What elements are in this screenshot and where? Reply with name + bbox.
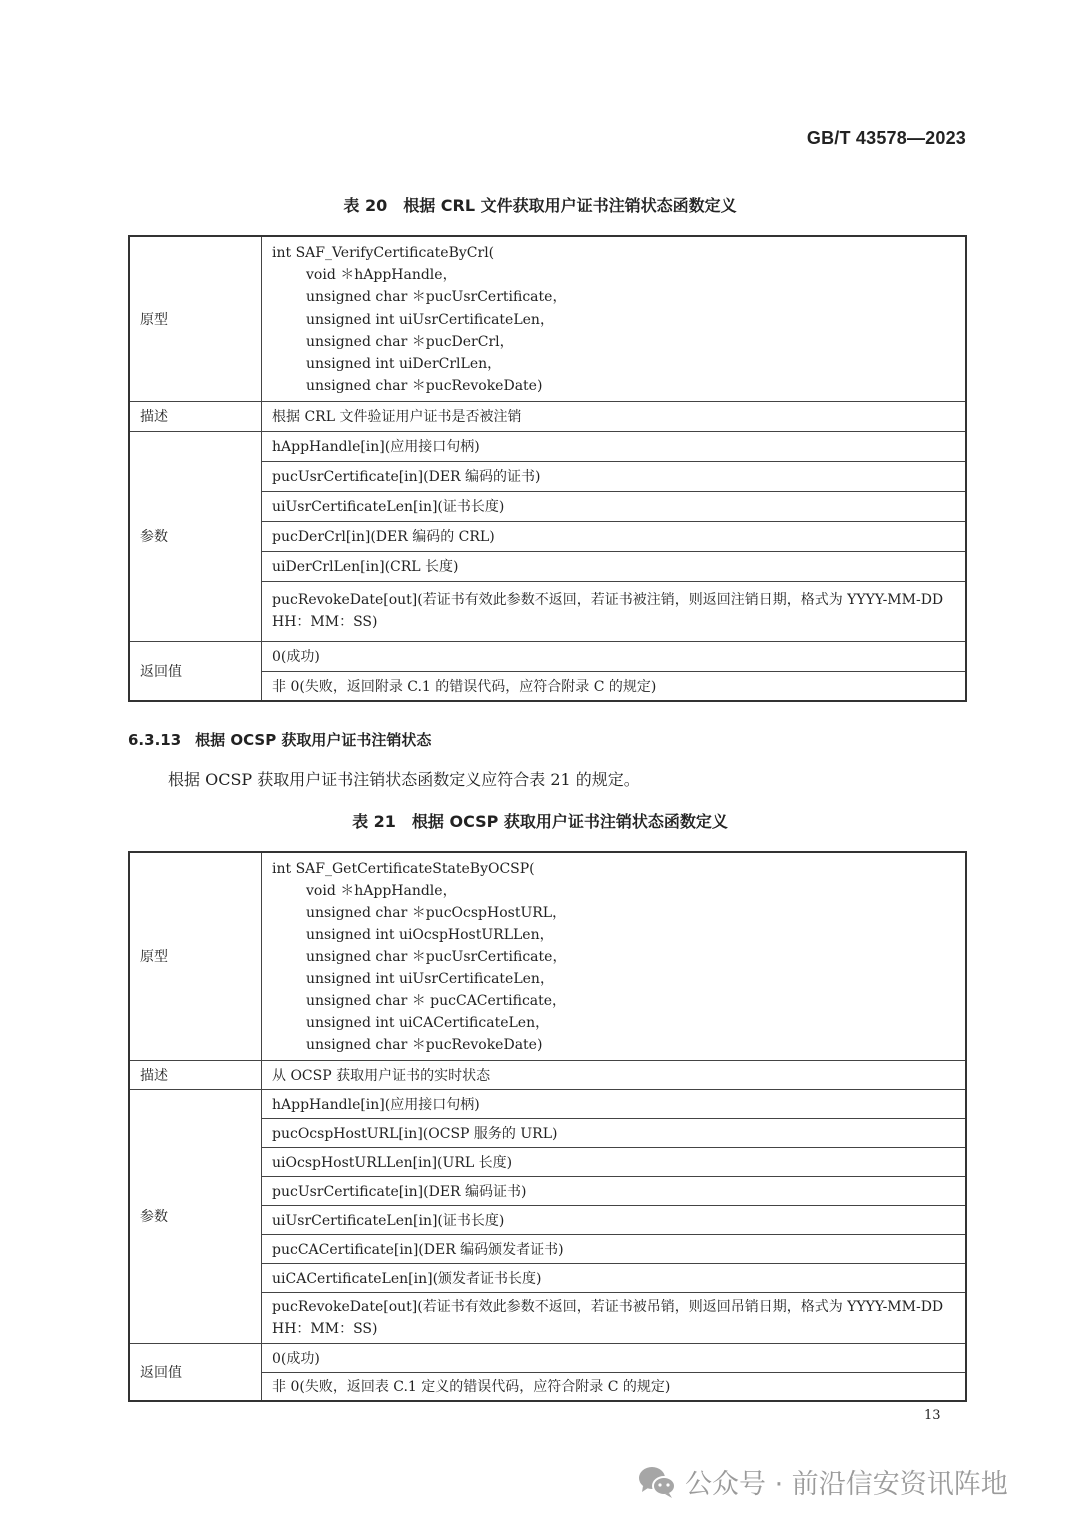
prototype-label: 原型 (129, 236, 262, 401)
table21-caption: 表 21 根据 OCSP 获取用户证书注销状态函数定义 (352, 812, 728, 831)
prototype-line: unsigned int uiDerCrlLen， (306, 356, 502, 373)
table21 (128, 851, 967, 1402)
param-cell: pucRevokeDate[out](若证书有效此参数不返回，若证书被吊销，则返回吊销日期，格式为 YYYY-MM-DD HH：MM：SS) (262, 1292, 967, 1343)
param-row (129, 1089, 966, 1118)
param-cell: uiUsrCertificateLen[in](证书长度) (262, 491, 967, 521)
prototype-line: unsigned int uiUsrCertificateLen， (306, 971, 554, 988)
prototype-line: int SAF_VerifyCertificateByCrl( (272, 244, 495, 261)
return-row (129, 641, 966, 671)
prototype-line: unsigned int uiOcspHostURLLen， (306, 927, 554, 944)
description-row (129, 1060, 966, 1089)
prototype-label: 原型 (129, 852, 262, 1060)
param-cell: pucCACertificate[in](DER 编码颁发者证书) (262, 1234, 967, 1263)
prototype-cell (262, 236, 967, 401)
param-cell: uiUsrCertificateLen[in](证书长度) (262, 1205, 967, 1234)
prototype-line: unsigned int uiUsrCertificateLen， (306, 311, 554, 328)
section-title: 根据 OCSP 获取用户证书注销状态 (195, 731, 432, 749)
prototype-line: unsigned char ＊ pucCACertificate， (306, 993, 567, 1010)
param-cell: pucRevokeDate[out](若证书有效此参数不返回，若证书被注销，则返回注销日期，格式为 YYYY-MM-DD HH：MM：SS) (262, 581, 967, 641)
params-label: 参数 (129, 1089, 262, 1343)
description-label: 描述 (129, 401, 262, 431)
watermark-text: 公众号 · 前沿信安资讯阵地 (685, 1469, 1008, 1500)
param-cell: uiCACertificateLen[in](颁发者证书长度) (262, 1263, 967, 1292)
standard-number: GB/T 43578—2023 (806, 128, 966, 148)
param-cell: pucOcspHostURL[in](OCSP 服务的 URL) (262, 1118, 967, 1147)
prototype-line: unsigned char ＊pucRevokeDate) (306, 378, 543, 395)
return-label: 返回值 (129, 641, 262, 701)
page-number: 13 (924, 1408, 941, 1423)
wechat-icon (637, 1465, 677, 1499)
watermark (637, 1462, 1008, 1501)
prototype-line: unsigned char ＊pucRevokeDate) (306, 1037, 543, 1054)
param-cell: pucUsrCertificate[in](DER 编码证书) (262, 1176, 967, 1205)
param-cell: hAppHandle[in](应用接口句柄) (262, 1089, 967, 1118)
section-number: 6.3.13 (128, 731, 182, 749)
description-label: 描述 (129, 1060, 262, 1089)
return-cell: 非 0(失败，返回附录 C.1 的错误代码，应符合附录 C 的规定) (262, 671, 967, 701)
return-cell: 0(成功) (262, 1343, 967, 1372)
prototype-line: unsigned char ＊pucUsrCertificate， (306, 949, 567, 966)
param-cell: pucUsrCertificate[in](DER 编码的证书) (262, 461, 967, 491)
return-cell: 0(成功) (262, 641, 967, 671)
param-cell: pucDerCrl[in](DER 编码的 CRL) (262, 521, 967, 551)
table20 (128, 235, 967, 702)
prototype-row (129, 236, 966, 401)
description-row (129, 401, 966, 431)
prototype-row (129, 852, 966, 1060)
return-label: 返回值 (129, 1343, 262, 1401)
param-cell: hAppHandle[in](应用接口句柄) (262, 431, 967, 461)
params-label: 参数 (129, 431, 262, 641)
prototype-line: int SAF_GetCertificateStateByOCSP( (272, 861, 535, 878)
prototype-line: unsigned char ＊pucOcspHostURL， (306, 905, 567, 922)
prototype-cell (262, 852, 967, 1060)
prototype-line: unsigned int uiCACertificateLen， (306, 1015, 550, 1032)
section-paragraph: 根据 OCSP 获取用户证书注销状态函数定义应符合表 21 的规定。 (168, 770, 640, 789)
table20-caption: 表 20 根据 CRL 文件获取用户证书注销状态函数定义 (343, 196, 737, 215)
section-heading (128, 729, 431, 750)
return-row (129, 1343, 966, 1372)
param-cell: uiDerCrlLen[in](CRL 长度) (262, 551, 967, 581)
prototype-line: void ＊hAppHandle， (306, 267, 457, 283)
param-cell: uiOcspHostURLLen[in](URL 长度) (262, 1147, 967, 1176)
description-cell: 从 OCSP 获取用户证书的实时状态 (262, 1060, 967, 1089)
return-cell: 非 0(失败，返回表 C.1 定义的错误代码，应符合附录 C 的规定) (262, 1372, 967, 1401)
description-cell: 根据 CRL 文件验证用户证书是否被注销 (262, 401, 967, 431)
prototype-line: void ＊hAppHandle， (306, 883, 457, 900)
prototype-line: unsigned char ＊pucUsrCertificate， (306, 289, 567, 306)
prototype-line: unsigned char ＊pucDerCrl， (306, 333, 514, 350)
param-row (129, 431, 966, 461)
